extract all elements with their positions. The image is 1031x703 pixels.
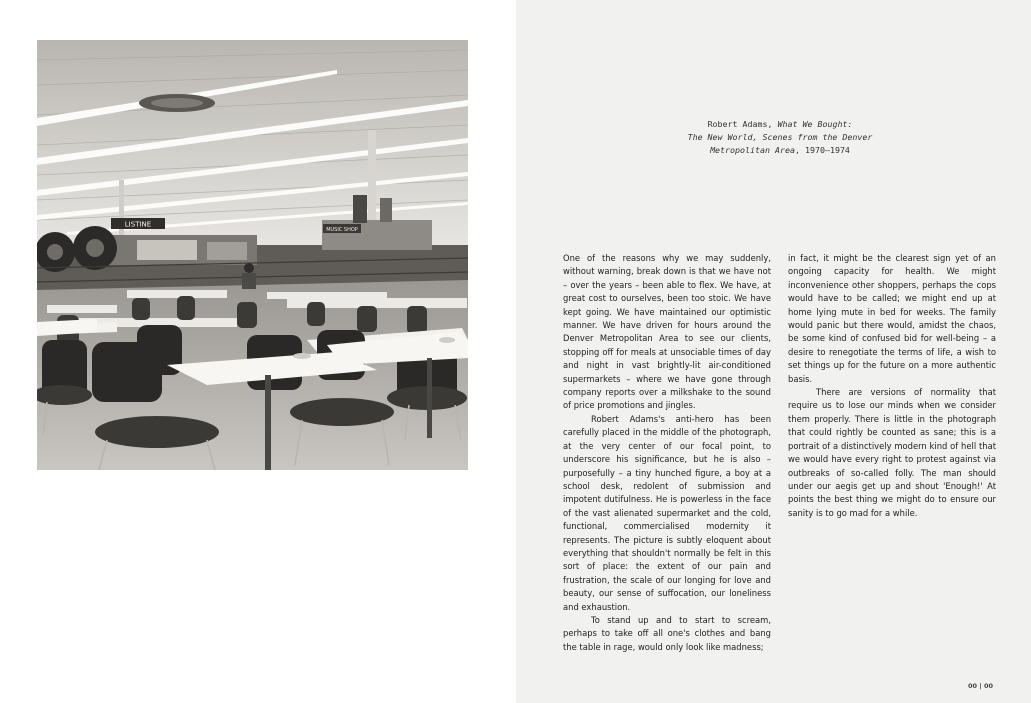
text-column-right (788, 252, 996, 520)
photo-caption (620, 118, 940, 157)
paragraph: Robert Adams's anti-hero has been carefully placed in the middle of the photograph, at the very center of our focal point, to underscore his significance, but he is also – purposefully – a tiny hunched figure, a boy at a school desk, redolent of submission and impotent dutifulness. He is powerless in the face of the vast alienated supermarket and the cold, functional, commercialised modernity it represents. The picture is subtly eloquent about everything that shouldn't normally be felt in this sort of place: the extent of our pain and frustration, the scale of our longing for love and beauty, our sense of suffocation, our loneliness and exhaustion. (563, 413, 771, 612)
caption-line-3 (620, 144, 940, 157)
paragraph: in fact, it might be the clearest sign yet of an ongoing capacity for health. We might inconvenience other shoppers, perhaps the cops would have to be called; we might end up at home lying mute in bed for weeks. The family would panic but there would, amidst the chaos, be some kind of confused bid for well-being – a desire to renegotiate the terms of life, a wish to set things up for the future on a more authentic basis. (788, 253, 996, 384)
text-column-left (563, 252, 771, 654)
caption-line-1 (620, 118, 940, 131)
caption-author: Robert Adams, (707, 119, 773, 129)
paragraph: To stand up and to start to scream, perhaps to take off all one's clothes and bang the table in rage, would only look like madness; (563, 614, 771, 652)
caption-title-part-1: What We Bought: (777, 119, 853, 129)
photo-sign-music-shop: MUSIC SHOP (326, 227, 358, 233)
caption-title-part-2: The New World, Scenes from the Denver (687, 132, 873, 142)
paragraph: One of the reasons why we may suddenly, without warning, break down is that we have not – over the years – been able to flex. We have, at great cost to ourselves, been too stoic. We have kept going. We have maintained our optimistic manner. We have driven for hours around the Denver Metropolitan Area to see our clients, stopping off for meals at unsociable times of day and night in vast brightly-lit air-conditioned supermarkets – where we have gone through company reports over a milkshake to the sound of price promotions and jingles. (563, 253, 771, 411)
photograph-supermarket-cafeteria (37, 40, 468, 470)
caption-dates: , 1970–1974 (794, 145, 850, 155)
caption-title-part-3: Metropolitan Area (710, 145, 795, 155)
page-number: 00 | 00 (968, 682, 993, 690)
photo-sign-listine: LISTINE (124, 220, 152, 229)
paragraph: There are versions of normality that require us to lose our minds when we consider them properly. There is little in the photograph that could rightly be counted as sane; this is a portrait of a distinctively modern kind of hell that we would have every right to protest against via outbreaks of so-called folly. The man should under our aegis get up and shout 'Enough!' At points the best thing we might do to ensure our sanity is to go mad for a while. (788, 387, 996, 518)
